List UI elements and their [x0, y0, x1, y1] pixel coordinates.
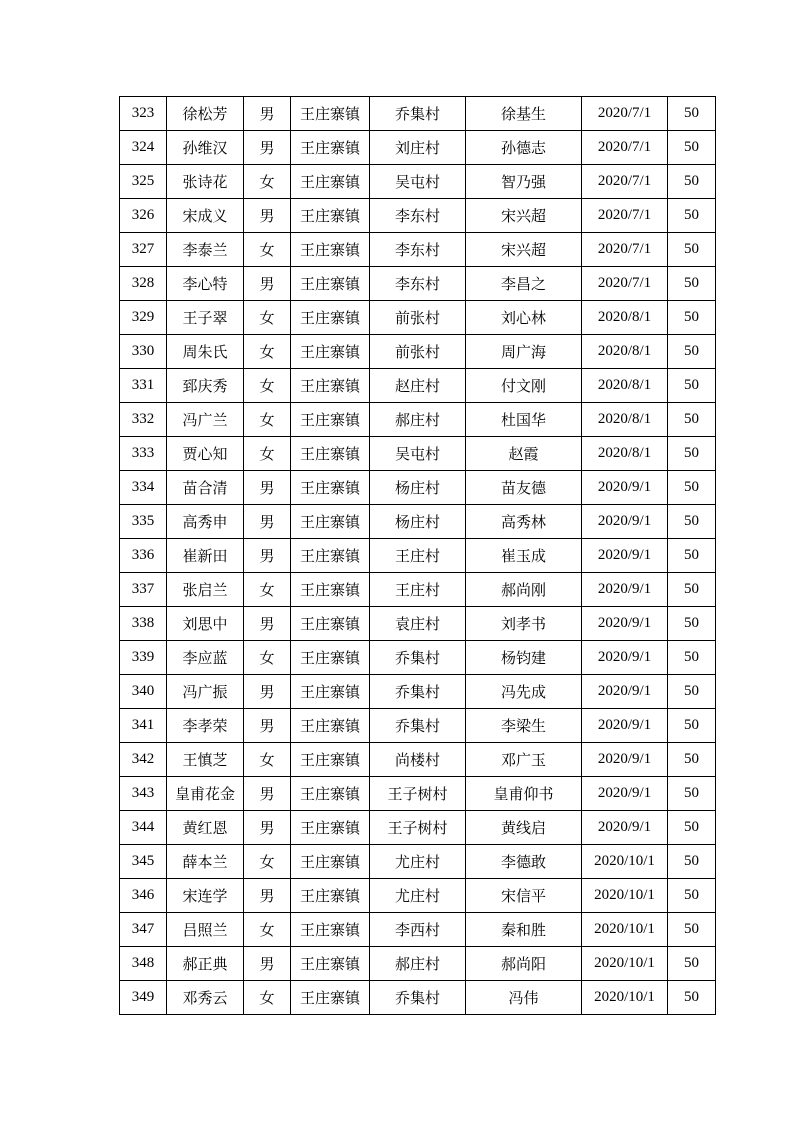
- cell-person-name: 宋成义: [167, 199, 244, 233]
- cell-date: 2020/9/1: [582, 607, 668, 641]
- cell-person-name: 刘思中: [167, 607, 244, 641]
- cell-amount: 50: [668, 709, 716, 743]
- cell-amount: 50: [668, 199, 716, 233]
- cell-gender: 男: [244, 607, 291, 641]
- cell-date: 2020/9/1: [582, 709, 668, 743]
- cell-date: 2020/9/1: [582, 471, 668, 505]
- cell-town: 王庄寨镇: [291, 403, 370, 437]
- cell-person-name: 宋连学: [167, 879, 244, 913]
- table-row: [120, 607, 716, 641]
- cell-row-number: 344: [120, 811, 167, 845]
- table-row: [120, 369, 716, 403]
- cell-village: 郝庄村: [370, 947, 466, 981]
- cell-contact-name: 刘心林: [466, 301, 582, 335]
- cell-date: 2020/9/1: [582, 811, 668, 845]
- cell-village: 王庄村: [370, 573, 466, 607]
- cell-date: 2020/10/1: [582, 981, 668, 1015]
- table-row: [120, 539, 716, 573]
- cell-amount: 50: [668, 505, 716, 539]
- cell-contact-name: 冯先成: [466, 675, 582, 709]
- cell-gender: 女: [244, 913, 291, 947]
- cell-row-number: 323: [120, 97, 167, 131]
- cell-village: 杨庄村: [370, 471, 466, 505]
- table-row: [120, 233, 716, 267]
- cell-village: 吴屯村: [370, 437, 466, 471]
- cell-gender: 男: [244, 811, 291, 845]
- cell-contact-name: 李梁生: [466, 709, 582, 743]
- table-row: [120, 335, 716, 369]
- cell-town: 王庄寨镇: [291, 165, 370, 199]
- cell-village: 王庄村: [370, 539, 466, 573]
- table-row: [120, 709, 716, 743]
- cell-village: 王子树村: [370, 777, 466, 811]
- cell-row-number: 339: [120, 641, 167, 675]
- cell-amount: 50: [668, 947, 716, 981]
- cell-town: 王庄寨镇: [291, 233, 370, 267]
- cell-contact-name: 崔玉成: [466, 539, 582, 573]
- cell-person-name: 高秀申: [167, 505, 244, 539]
- cell-date: 2020/8/1: [582, 335, 668, 369]
- cell-village: 李东村: [370, 199, 466, 233]
- cell-gender: 女: [244, 403, 291, 437]
- cell-row-number: 343: [120, 777, 167, 811]
- cell-village: 尤庄村: [370, 845, 466, 879]
- cell-town: 王庄寨镇: [291, 607, 370, 641]
- cell-contact-name: 孙德志: [466, 131, 582, 165]
- cell-date: 2020/9/1: [582, 505, 668, 539]
- cell-person-name: 黄红恩: [167, 811, 244, 845]
- cell-village: 乔集村: [370, 981, 466, 1015]
- cell-town: 王庄寨镇: [291, 471, 370, 505]
- table-row: [120, 675, 716, 709]
- cell-date: 2020/8/1: [582, 301, 668, 335]
- cell-person-name: 周朱氏: [167, 335, 244, 369]
- cell-person-name: 冯广兰: [167, 403, 244, 437]
- cell-amount: 50: [668, 743, 716, 777]
- cell-row-number: 341: [120, 709, 167, 743]
- cell-person-name: 薛本兰: [167, 845, 244, 879]
- cell-row-number: 326: [120, 199, 167, 233]
- cell-town: 王庄寨镇: [291, 505, 370, 539]
- cell-town: 王庄寨镇: [291, 437, 370, 471]
- cell-row-number: 333: [120, 437, 167, 471]
- cell-gender: 男: [244, 505, 291, 539]
- cell-village: 王子树村: [370, 811, 466, 845]
- cell-town: 王庄寨镇: [291, 369, 370, 403]
- cell-row-number: 325: [120, 165, 167, 199]
- cell-contact-name: 周广海: [466, 335, 582, 369]
- cell-contact-name: 邓广玉: [466, 743, 582, 777]
- cell-amount: 50: [668, 233, 716, 267]
- cell-amount: 50: [668, 131, 716, 165]
- cell-town: 王庄寨镇: [291, 777, 370, 811]
- cell-gender: 女: [244, 301, 291, 335]
- cell-person-name: 邓秀云: [167, 981, 244, 1015]
- table-row: [120, 845, 716, 879]
- cell-contact-name: 杜国华: [466, 403, 582, 437]
- table-row: [120, 879, 716, 913]
- cell-contact-name: 赵霞: [466, 437, 582, 471]
- cell-village: 刘庄村: [370, 131, 466, 165]
- cell-town: 王庄寨镇: [291, 199, 370, 233]
- cell-date: 2020/9/1: [582, 641, 668, 675]
- table-row: [120, 165, 716, 199]
- cell-gender: 女: [244, 641, 291, 675]
- cell-gender: 女: [244, 981, 291, 1015]
- cell-row-number: 337: [120, 573, 167, 607]
- cell-town: 王庄寨镇: [291, 675, 370, 709]
- cell-town: 王庄寨镇: [291, 743, 370, 777]
- cell-person-name: 王子翠: [167, 301, 244, 335]
- table-row: [120, 131, 716, 165]
- cell-gender: 男: [244, 199, 291, 233]
- cell-date: 2020/9/1: [582, 675, 668, 709]
- cell-gender: 男: [244, 267, 291, 301]
- cell-row-number: 340: [120, 675, 167, 709]
- cell-town: 王庄寨镇: [291, 267, 370, 301]
- table-row: [120, 913, 716, 947]
- cell-amount: 50: [668, 437, 716, 471]
- cell-gender: 女: [244, 845, 291, 879]
- cell-contact-name: 宋兴超: [466, 199, 582, 233]
- table-row: [120, 811, 716, 845]
- cell-person-name: 李泰兰: [167, 233, 244, 267]
- cell-gender: 男: [244, 777, 291, 811]
- cell-town: 王庄寨镇: [291, 131, 370, 165]
- cell-person-name: 张诗花: [167, 165, 244, 199]
- cell-contact-name: 徐基生: [466, 97, 582, 131]
- cell-date: 2020/8/1: [582, 369, 668, 403]
- cell-date: 2020/8/1: [582, 437, 668, 471]
- cell-row-number: 328: [120, 267, 167, 301]
- cell-date: 2020/9/1: [582, 539, 668, 573]
- cell-amount: 50: [668, 301, 716, 335]
- cell-person-name: 李心特: [167, 267, 244, 301]
- cell-amount: 50: [668, 165, 716, 199]
- cell-gender: 女: [244, 335, 291, 369]
- cell-village: 乔集村: [370, 709, 466, 743]
- cell-contact-name: 冯伟: [466, 981, 582, 1015]
- cell-person-name: 孙维汉: [167, 131, 244, 165]
- cell-village: 郝庄村: [370, 403, 466, 437]
- cell-gender: 男: [244, 879, 291, 913]
- cell-gender: 男: [244, 471, 291, 505]
- cell-gender: 女: [244, 369, 291, 403]
- cell-contact-name: 郝尚刚: [466, 573, 582, 607]
- table-row: [120, 505, 716, 539]
- cell-date: 2020/7/1: [582, 165, 668, 199]
- cell-contact-name: 苗友德: [466, 471, 582, 505]
- cell-contact-name: 智乃强: [466, 165, 582, 199]
- cell-gender: 男: [244, 131, 291, 165]
- cell-date: 2020/9/1: [582, 743, 668, 777]
- cell-amount: 50: [668, 641, 716, 675]
- cell-village: 前张村: [370, 301, 466, 335]
- table-row: [120, 97, 716, 131]
- cell-amount: 50: [668, 811, 716, 845]
- cell-amount: 50: [668, 879, 716, 913]
- cell-person-name: 张启兰: [167, 573, 244, 607]
- cell-contact-name: 付文刚: [466, 369, 582, 403]
- cell-row-number: 334: [120, 471, 167, 505]
- cell-row-number: 332: [120, 403, 167, 437]
- cell-gender: 女: [244, 233, 291, 267]
- cell-amount: 50: [668, 607, 716, 641]
- cell-person-name: 崔新田: [167, 539, 244, 573]
- cell-contact-name: 高秀林: [466, 505, 582, 539]
- cell-amount: 50: [668, 913, 716, 947]
- cell-village: 李东村: [370, 233, 466, 267]
- table-row: [120, 403, 716, 437]
- cell-village: 乔集村: [370, 675, 466, 709]
- cell-village: 杨庄村: [370, 505, 466, 539]
- table-row: [120, 437, 716, 471]
- cell-date: 2020/7/1: [582, 131, 668, 165]
- cell-contact-name: 皇甫仰书: [466, 777, 582, 811]
- cell-town: 王庄寨镇: [291, 913, 370, 947]
- table-row: [120, 267, 716, 301]
- roster-body: [120, 97, 716, 1015]
- cell-town: 王庄寨镇: [291, 335, 370, 369]
- cell-person-name: 郝正典: [167, 947, 244, 981]
- cell-row-number: 349: [120, 981, 167, 1015]
- cell-date: 2020/10/1: [582, 879, 668, 913]
- cell-row-number: 324: [120, 131, 167, 165]
- cell-gender: 男: [244, 539, 291, 573]
- cell-village: 赵庄村: [370, 369, 466, 403]
- cell-row-number: 342: [120, 743, 167, 777]
- cell-gender: 男: [244, 709, 291, 743]
- cell-date: 2020/7/1: [582, 267, 668, 301]
- cell-date: 2020/8/1: [582, 403, 668, 437]
- cell-town: 王庄寨镇: [291, 97, 370, 131]
- cell-gender: 男: [244, 97, 291, 131]
- cell-village: 李东村: [370, 267, 466, 301]
- cell-gender: 女: [244, 573, 291, 607]
- cell-village: 乔集村: [370, 97, 466, 131]
- table-row: [120, 641, 716, 675]
- cell-town: 王庄寨镇: [291, 845, 370, 879]
- cell-town: 王庄寨镇: [291, 539, 370, 573]
- cell-contact-name: 秦和胜: [466, 913, 582, 947]
- cell-contact-name: 刘孝书: [466, 607, 582, 641]
- cell-row-number: 347: [120, 913, 167, 947]
- cell-contact-name: 杨钧建: [466, 641, 582, 675]
- roster-table: [119, 96, 716, 1015]
- cell-village: 李西村: [370, 913, 466, 947]
- cell-town: 王庄寨镇: [291, 301, 370, 335]
- cell-row-number: 329: [120, 301, 167, 335]
- cell-date: 2020/10/1: [582, 947, 668, 981]
- table-row: [120, 777, 716, 811]
- cell-contact-name: 宋兴超: [466, 233, 582, 267]
- cell-date: 2020/10/1: [582, 845, 668, 879]
- cell-row-number: 336: [120, 539, 167, 573]
- cell-amount: 50: [668, 845, 716, 879]
- cell-person-name: 徐松芳: [167, 97, 244, 131]
- cell-amount: 50: [668, 335, 716, 369]
- cell-date: 2020/7/1: [582, 233, 668, 267]
- cell-row-number: 346: [120, 879, 167, 913]
- cell-town: 王庄寨镇: [291, 879, 370, 913]
- cell-person-name: 郅庆秀: [167, 369, 244, 403]
- table-row: [120, 471, 716, 505]
- cell-village: 尚楼村: [370, 743, 466, 777]
- table-row: [120, 947, 716, 981]
- cell-person-name: 王慎芝: [167, 743, 244, 777]
- cell-person-name: 皇甫花金: [167, 777, 244, 811]
- cell-amount: 50: [668, 573, 716, 607]
- cell-amount: 50: [668, 777, 716, 811]
- cell-date: 2020/9/1: [582, 573, 668, 607]
- cell-row-number: 327: [120, 233, 167, 267]
- cell-date: 2020/9/1: [582, 777, 668, 811]
- table-row: [120, 573, 716, 607]
- cell-gender: 男: [244, 947, 291, 981]
- cell-amount: 50: [668, 267, 716, 301]
- cell-amount: 50: [668, 403, 716, 437]
- cell-village: 前张村: [370, 335, 466, 369]
- cell-row-number: 335: [120, 505, 167, 539]
- cell-row-number: 345: [120, 845, 167, 879]
- cell-contact-name: 李昌之: [466, 267, 582, 301]
- cell-town: 王庄寨镇: [291, 981, 370, 1015]
- cell-contact-name: 郝尚阳: [466, 947, 582, 981]
- cell-town: 王庄寨镇: [291, 947, 370, 981]
- cell-village: 尤庄村: [370, 879, 466, 913]
- cell-amount: 50: [668, 97, 716, 131]
- cell-contact-name: 黄线启: [466, 811, 582, 845]
- cell-row-number: 331: [120, 369, 167, 403]
- cell-amount: 50: [668, 369, 716, 403]
- cell-person-name: 李应蓝: [167, 641, 244, 675]
- cell-row-number: 348: [120, 947, 167, 981]
- cell-amount: 50: [668, 539, 716, 573]
- table-row: [120, 743, 716, 777]
- table-row: [120, 301, 716, 335]
- cell-gender: 女: [244, 437, 291, 471]
- cell-gender: 男: [244, 675, 291, 709]
- cell-row-number: 330: [120, 335, 167, 369]
- cell-village: 吴屯村: [370, 165, 466, 199]
- cell-amount: 50: [668, 675, 716, 709]
- cell-town: 王庄寨镇: [291, 573, 370, 607]
- table-row: [120, 981, 716, 1015]
- cell-village: 乔集村: [370, 641, 466, 675]
- table-row: [120, 199, 716, 233]
- cell-contact-name: 李德敢: [466, 845, 582, 879]
- cell-gender: 女: [244, 743, 291, 777]
- cell-town: 王庄寨镇: [291, 709, 370, 743]
- cell-date: 2020/10/1: [582, 913, 668, 947]
- cell-gender: 女: [244, 165, 291, 199]
- cell-person-name: 李孝荣: [167, 709, 244, 743]
- cell-person-name: 吕照兰: [167, 913, 244, 947]
- cell-contact-name: 宋信平: [466, 879, 582, 913]
- cell-date: 2020/7/1: [582, 199, 668, 233]
- cell-amount: 50: [668, 471, 716, 505]
- cell-row-number: 338: [120, 607, 167, 641]
- cell-person-name: 贾心知: [167, 437, 244, 471]
- cell-date: 2020/7/1: [582, 97, 668, 131]
- cell-person-name: 苗合清: [167, 471, 244, 505]
- cell-amount: 50: [668, 981, 716, 1015]
- cell-village: 袁庄村: [370, 607, 466, 641]
- cell-town: 王庄寨镇: [291, 641, 370, 675]
- cell-town: 王庄寨镇: [291, 811, 370, 845]
- cell-person-name: 冯广振: [167, 675, 244, 709]
